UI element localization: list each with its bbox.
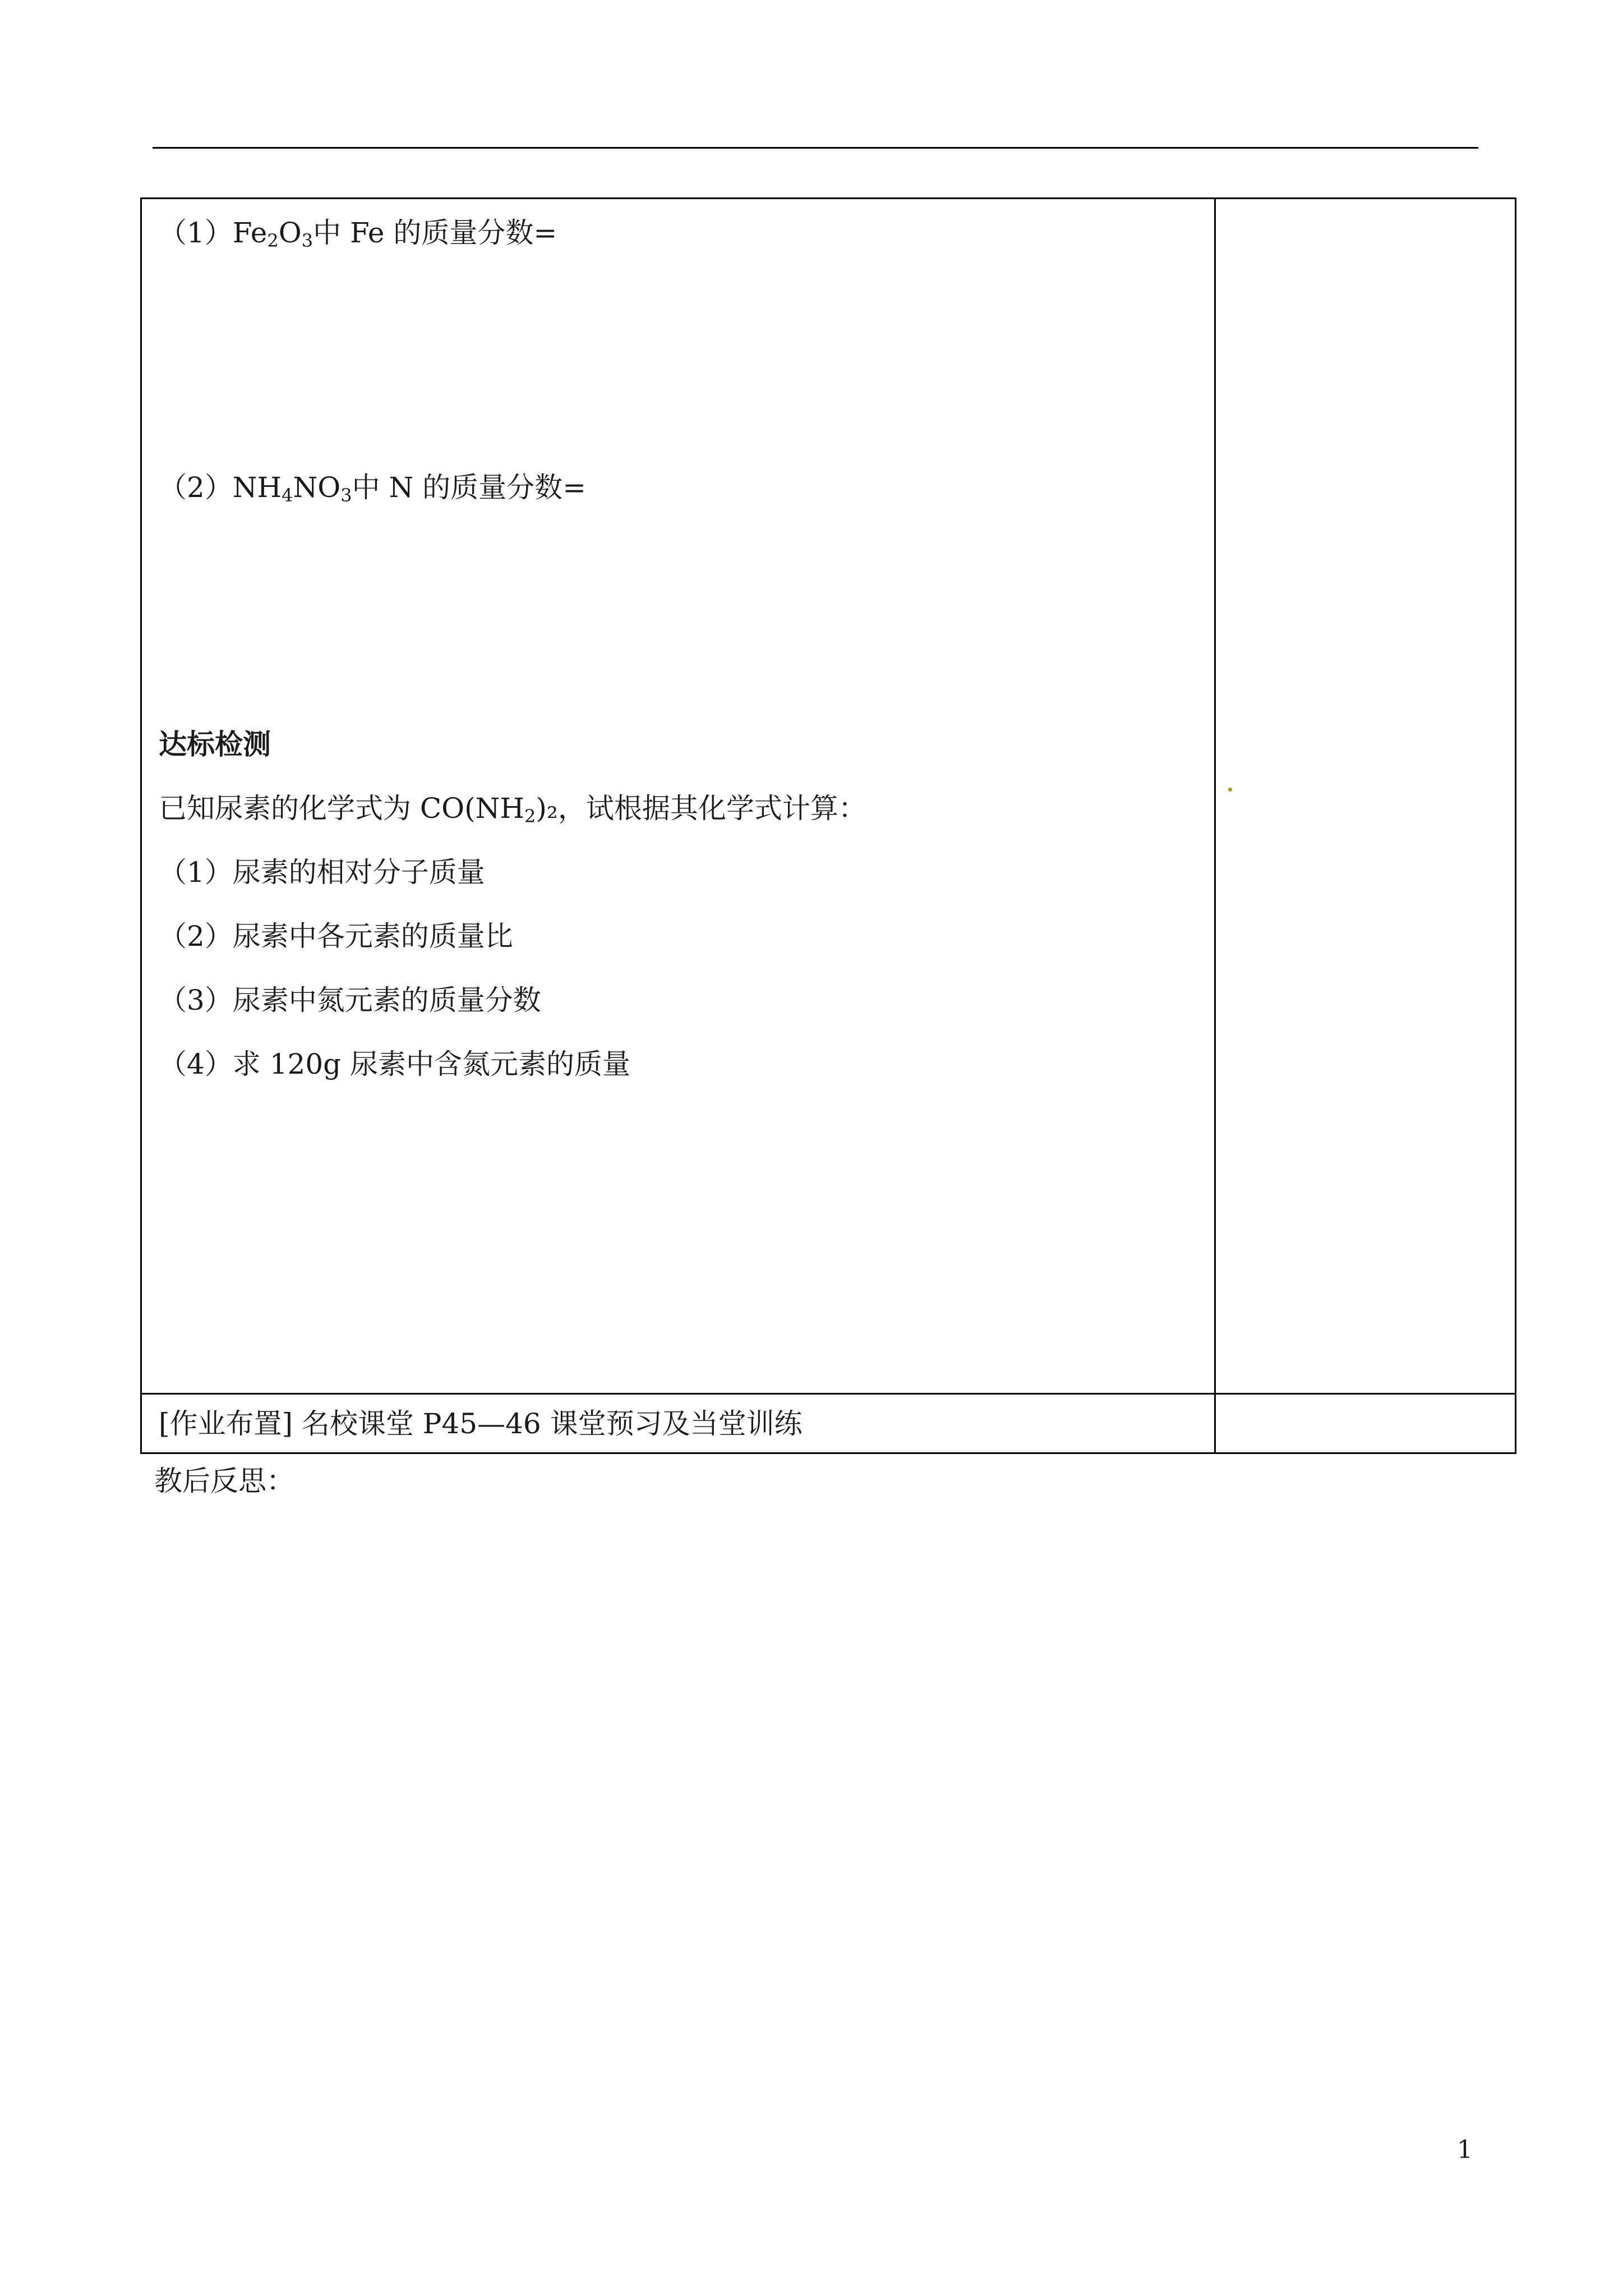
page-number: 1 bbox=[1457, 2136, 1473, 2164]
assessment-intro-subscript: 2 bbox=[524, 806, 536, 827]
assessment-item-2: （2）尿素中各元素的质量比 bbox=[159, 920, 513, 953]
problem-2 bbox=[159, 471, 586, 504]
stray-dot-mark bbox=[1228, 788, 1232, 792]
homework-text: [作业布置] 名校课堂 P45—46 课堂预习及当堂训练 bbox=[159, 1407, 803, 1440]
worksheet-table bbox=[140, 197, 1516, 1454]
header-rule bbox=[153, 147, 1478, 149]
side-notes-cell bbox=[1216, 199, 1515, 1393]
problem-2-suffix: 中 N 的质量分数= bbox=[352, 471, 587, 504]
problem-1-subscript-b: 3 bbox=[301, 230, 313, 251]
problem-2-prefix: （2）NH bbox=[159, 471, 282, 504]
problem-1-mid: O bbox=[278, 217, 302, 249]
homework-side-cell bbox=[1216, 1395, 1515, 1452]
problem-1-suffix: 中 Fe 的质量分数= bbox=[313, 217, 557, 249]
assessment-intro-suffix: )₂，试根据其化学式计算： bbox=[536, 792, 866, 825]
problem-2-subscript-a: 4 bbox=[282, 485, 293, 506]
problem-2-mid: NO bbox=[293, 471, 341, 504]
problem-1-subscript-a: 2 bbox=[267, 230, 279, 251]
assessment-heading: 达标检测 bbox=[159, 728, 271, 761]
reflection-label: 教后反思： bbox=[154, 1465, 294, 1497]
homework-cell bbox=[142, 1395, 1216, 1452]
homework-row bbox=[142, 1393, 1515, 1452]
assessment-intro-prefix: 已知尿素的化学式为 CO(NH bbox=[159, 792, 525, 825]
problem-1-prefix: （1）Fe bbox=[159, 217, 268, 249]
main-content-cell bbox=[142, 199, 1216, 1393]
assessment-item-4: （4）求 120g 尿素中含氮元素的质量 bbox=[159, 1048, 631, 1080]
assessment-item-3: （3）尿素中氮元素的质量分数 bbox=[159, 984, 541, 1016]
assessment-item-1: （1）尿素的相对分子质量 bbox=[159, 856, 485, 889]
assessment-intro bbox=[159, 792, 866, 825]
problem-2-subscript-b: 3 bbox=[340, 485, 352, 506]
problem-1 bbox=[159, 216, 557, 250]
